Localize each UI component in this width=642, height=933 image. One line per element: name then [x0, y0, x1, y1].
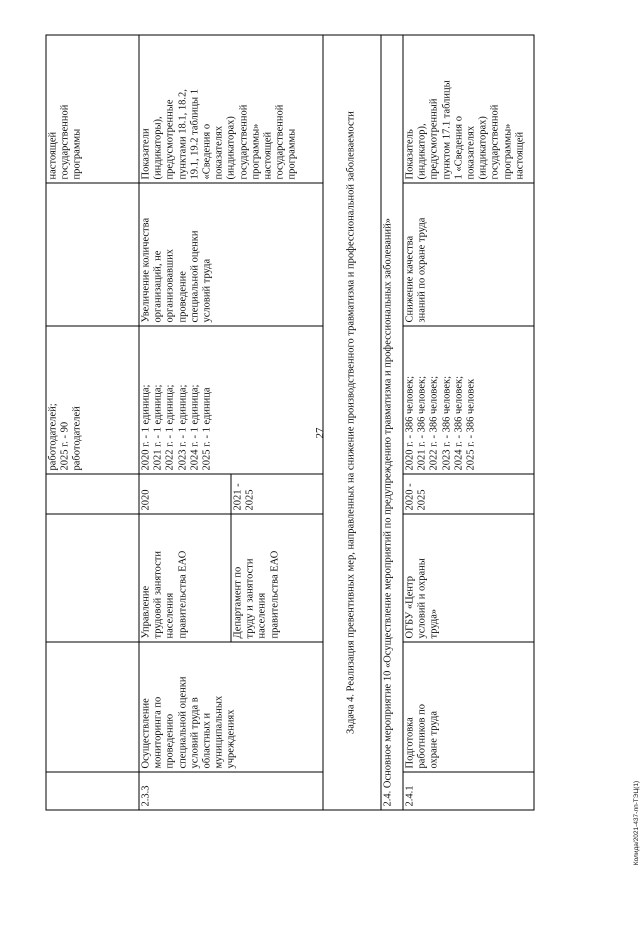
cell-indicators: Показатели (индикаторы), предусмотренные пунктами 18.1, 18.2, 19.1, 19.2 таблицы 1 «Сведения о показателях (индикаторах) государственной программы» настоящей государственной программы: [139, 35, 323, 183]
cell-empty: [46, 772, 139, 810]
cell-empty: [46, 474, 139, 514]
cell-empty: [46, 642, 139, 772]
cell-result: Снижение качества знаний по охране труда: [403, 183, 534, 326]
table-row-task-4: [323, 35, 381, 810]
program-measures-table: [46, 35, 535, 811]
cell-measure-name: Подготовка работников по охране труда: [403, 642, 534, 772]
cell-periods-continuation: работодателей; 2025 г. - 90 работодателей: [46, 326, 139, 474]
table-row-measure-10: [381, 35, 403, 810]
cell-result: Увеличение количества организаций, не организовавших проведение специальной оценки условий труда: [139, 183, 323, 326]
cell-indicators: Показатель (индикатор), предусмотренный пунктом 17.1 таблицы 1 «Сведения о показателях (индикаторах) государственной программы» настоящей: [403, 35, 534, 183]
main-measure-10-heading: 2.4. Основное мероприятие 10 «Осуществление мероприятий по предупреждению травматизма и профессиональных заболеваний»: [381, 35, 403, 810]
table-row-continuation: [46, 35, 139, 810]
cell-periods: 2020 г. - 1 единица; 2021 г. - 1 единица; 2022 г. - 1 единица; 2023 г. - 1 единица; 2024 г. - 1 единица; 2025 г. - 1 единица: [139, 326, 323, 474]
cell-executor: Департамент по труду и занятости населения правительства ЕАО: [231, 514, 323, 642]
rotated-table-container: [46, 36, 534, 811]
cell-row-number: 2.3.3: [139, 772, 323, 810]
cell-row-number: 2.4.1: [403, 772, 534, 810]
page-number: 27: [314, 427, 326, 439]
cell-executor: ОГБУ «Центр условий и охраны труда»: [403, 514, 534, 642]
cell-measure-name: Осуществление мониторинга по проведению специальной оценки условий труда в областных и муниципальных учреждениях: [139, 642, 323, 772]
cell-periods: 2020 г. - 386 человек; 2021 г. - 386 человек; 2022 г. - 386 человек; 2023 г. - 386 человек; 2024 г. - 386 человек; 2025 г. - 386 человек: [403, 326, 534, 474]
table-row-2-4-1: [403, 35, 534, 810]
cell-empty: [46, 183, 139, 326]
table-row-2-3-3-a: [139, 35, 231, 810]
cell-year: 2020: [139, 474, 231, 514]
cell-empty: [46, 514, 139, 642]
cell-year: 2020 - 2025: [403, 474, 534, 514]
cell-indicators-continuation: настоящей государственной программы: [46, 35, 139, 183]
document-side-mark: Колида/2021-437-лп-ТЭЦ(1): [633, 780, 640, 866]
cell-executor: Управление трудовой занятости населения правительства ЕАО: [139, 514, 231, 642]
cell-year: 2021 - 2025: [231, 474, 323, 514]
task-4-heading: Задача 4. Реализация превентивных мер, направленных на снижение производственного травматизма и профессиональной заболеваемости: [323, 35, 381, 810]
